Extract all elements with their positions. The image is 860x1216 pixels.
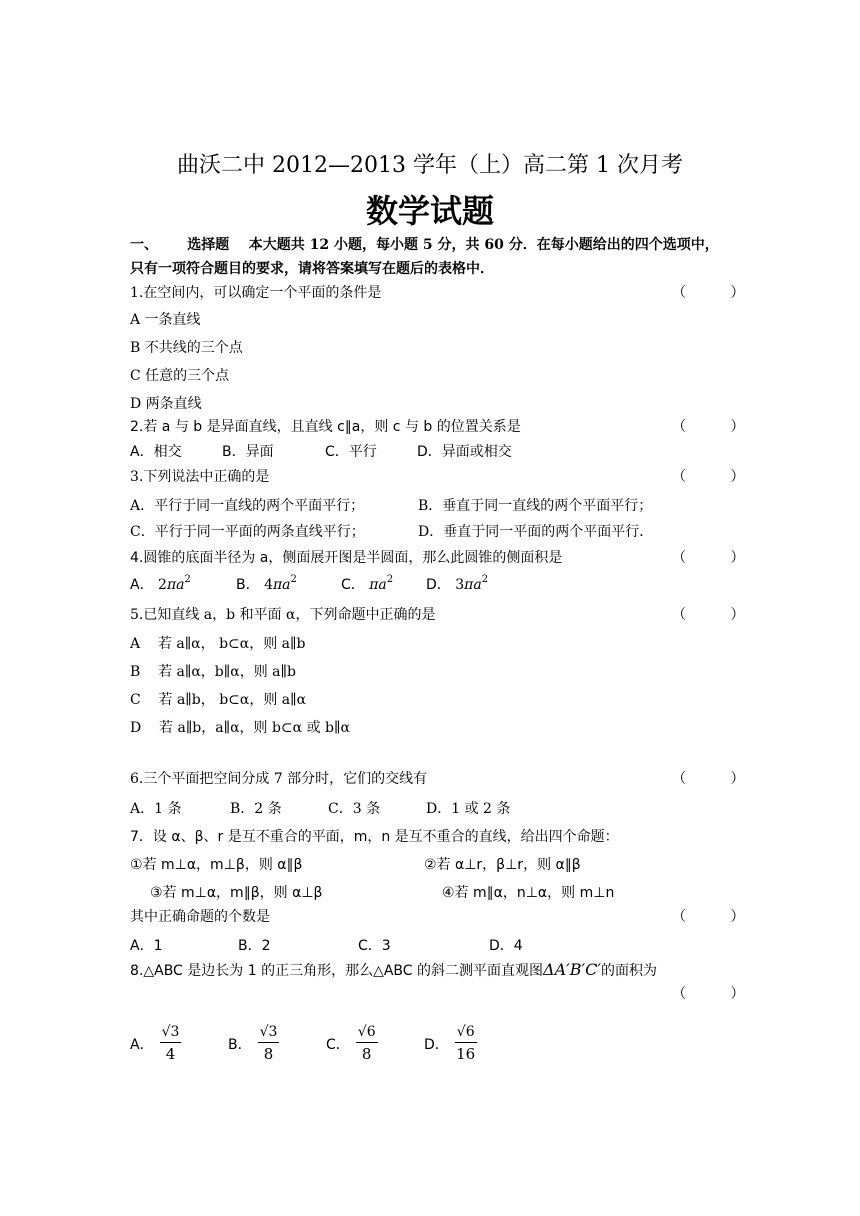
q7-option-d: D．4 [489,938,523,954]
section-heading-line1: 一、 选择题 本大题共 12 小题，每小题 5 分，共 60 分．在每小题给出的四个选项中， [130,237,719,253]
q5-option-b: B 若 a∥α，b∥α，则 a∥b [130,664,296,680]
q7-proposition-4: ④若 m∥α，n⊥α，则 m⊥n [442,885,615,901]
q6-stem: 6.三个平面把空间分成 7 部分时，它们的交线有 [130,771,428,787]
q7-row1 [130,856,581,874]
q6-option-c: C．3 条 [328,801,381,817]
q4-option-c-pi: πa [369,577,387,593]
q7-option-b: B．2 [238,938,271,954]
q4-option-b [236,576,341,594]
q7-question: 其中正确命题的个数是 [130,909,270,925]
q7-stem: 7．设 α、β、r 是互不重合的平面，m，n 是互不重合的直线，给出四个命题： [130,829,619,845]
q8-option-b-denominator: 8 [263,1045,274,1063]
q3-answer-paren: （ ） [672,469,745,485]
q2-option-b: B．异面 [222,444,274,460]
q7-proposition-1: ①若 m⊥α，m⊥β，则 α∥β [130,857,303,873]
q5-option-d: D 若 a∥b，a∥α，则 b⊂α 或 b∥α [130,720,350,736]
q8-option-c-denominator: 8 [361,1045,372,1063]
q1-option-c: C 任意的三个点 [130,368,230,384]
q8-option-d-label: D． [424,1036,449,1053]
q3-stem: 3.下列说法中正确的是 [130,469,270,485]
q8-option-c-numerator: √6 [356,1022,378,1043]
q5-stem: 5.已知直线 a，b 和平面 α，下列命题中正确的是 [130,607,436,623]
q4-option-d-label: D． [426,577,451,593]
q2-option-a: A．相交 [130,444,182,460]
q4-options [130,576,488,594]
q8-option-a-fraction [160,1022,182,1065]
q8-option-a [130,1022,181,1065]
q7-proposition-2: ②若 α⊥r，β⊥r，则 α∥β [424,857,581,873]
q8-stem-text: 8.△ABC 是边长为 1 的正三角形，那么△ABC 的斜二测平面直观图 [130,963,544,979]
q8-option-c [326,1022,378,1065]
q4-option-d-coef: 3 [455,577,465,593]
q2-options [130,443,512,461]
q8-triangle-symbol: ΔA′B′C′ [543,960,602,979]
q8-stem-tail: 的面积为 [601,963,658,979]
q5-option-a: A 若 a∥α， b⊂α，则 a∥b [130,636,306,652]
q3-row1 [130,497,652,515]
q8-option-b-label: B． [228,1036,252,1053]
section-heading-line2: 只有一项符合题目的要求，请将答案填写在题后的表格中． [130,261,494,277]
q7-answer-paren: （ ） [672,909,745,925]
q7-option-a: A．1 [130,938,163,954]
q4-option-c-label: C． [341,577,365,593]
q8-option-a-numerator: √3 [160,1022,182,1043]
q8-stem [130,961,657,980]
q2-stem: 2.若 a 与 b 是异面直线，且直线 c∥a，则 c 与 b 的位置关系是 [130,419,521,435]
q4-option-a-pi: πa [166,577,185,593]
q7-options [130,937,523,955]
q4-option-b-pi: πa [272,577,291,593]
q1-answer-paren: （ ） [672,285,745,301]
q4-option-d [426,576,488,594]
q4-option-a-exp: 2 [184,574,191,585]
q6-options [130,800,510,818]
q8-option-b-numerator: √3 [258,1022,280,1043]
q4-option-a [130,576,236,594]
q8-option-a-label: A． [130,1036,154,1053]
q4-answer-paren: （ ） [672,550,745,566]
q5-option-c: C 若 a∥b， b⊂α，则 a∥α [130,692,307,708]
q4-option-b-coef: 4 [264,577,273,593]
q1-option-b: B 不共线的三个点 [130,340,243,356]
q6-option-d: D．1 或 2 条 [426,801,511,817]
q8-option-b-fraction [258,1022,280,1065]
q7-row2 [150,884,614,902]
q8-option-a-denominator: 4 [165,1045,176,1063]
q3-option-a: A．平行于同一直线的两个平面平行； [130,498,365,514]
q1-stem: 1.在空间内，可以确定一个平面的条件是 [130,285,382,301]
q4-option-a-label: A． [130,577,154,593]
q7-option-c: C．3 [358,938,391,954]
q3-option-b: B．垂直于同一直线的两个平面平行； [418,498,653,514]
q8-option-c-label: C． [326,1036,350,1053]
q1-option-a: A 一条直线 [130,312,201,328]
q4-option-d-exp: 2 [481,574,489,585]
q3-option-d: D．垂直于同一平面的两个平面平行． [418,524,654,540]
q4-option-b-exp: 2 [290,574,297,585]
q8-option-d [424,1022,477,1065]
q7-proposition-3: ③若 m⊥α，m∥β，则 α⊥β [150,885,323,901]
q6-option-b: B．2 条 [230,801,282,817]
q6-option-a: A．1 条 [130,801,182,817]
q8-option-d-fraction [455,1022,477,1065]
q4-option-c-exp: 2 [386,574,394,585]
exam-subject-title: 数学试题 [365,192,494,230]
q6-answer-paren: （ ） [672,771,745,787]
q4-stem: 4.圆锥的底面半径为 a，侧面展开图是半圆面，那么此圆锥的侧面积是 [130,550,563,566]
exam-title: 曲沃二中 2012—2013 学年（上）高二第 1 次月考 [177,153,683,178]
q2-answer-paren: （ ） [672,419,745,435]
q4-option-a-coef: 2 [158,577,167,593]
q3-row2 [130,523,653,541]
q4-option-c [341,576,426,594]
q4-option-b-label: B． [236,577,260,593]
q2-option-c: C．平行 [325,444,377,460]
q3-option-c: C．平行于同一平面的两条直线平行； [130,524,365,540]
q8-option-d-numerator: √6 [455,1022,477,1043]
q2-option-d: D．异面或相交 [417,444,512,460]
q8-answer-paren: （ ） [672,986,745,1002]
q1-option-d: D 两条直线 [130,396,202,412]
q8-option-d-denominator: 16 [456,1045,476,1063]
q8-option-b [228,1022,279,1065]
q4-option-d-pi: πa [464,577,482,593]
q8-option-c-fraction [356,1022,378,1065]
q5-answer-paren: （ ） [672,607,745,623]
